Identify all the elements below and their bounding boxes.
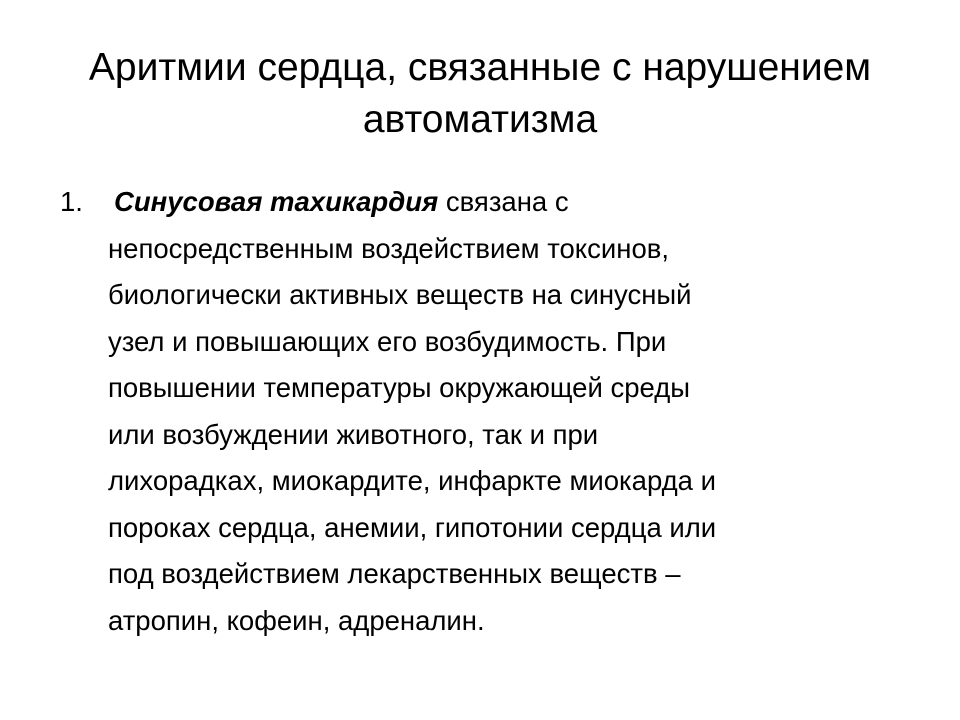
list-item-text-line: пороках сердца, анемии, гипотонии сердца или	[108, 511, 717, 543]
list-item-text-line: или возбуждении животного, так и при	[108, 418, 599, 450]
list-item	[60, 179, 890, 644]
list-item-text-line: под воздействием лекарственных веществ –	[108, 558, 681, 589]
slide-title-line-1: Аритмии сердца, связанные с нарушением	[88, 46, 872, 89]
list-item-text-line: непосредственным воздействием токсинов,	[108, 232, 669, 264]
list-item-number: 1.	[60, 186, 83, 217]
list-item-term: Синусовая тахикардия	[114, 186, 439, 217]
list-item-text-line: лихорадках, миокардите, инфаркте миокарда и	[108, 465, 716, 496]
numbered-list	[60, 179, 890, 644]
list-item-line-1	[108, 179, 890, 226]
slide-title-line-2: автоматизма	[362, 98, 598, 141]
list-item-text-line: биологически активных веществ на синусный	[108, 279, 692, 310]
list-item-text-line: связана с	[438, 186, 569, 217]
list-item-text-line: повышении температуры окружающей среды	[108, 372, 691, 403]
list-item-text-line: узел и повышающих его возбудимость. При	[108, 325, 667, 357]
slide-title	[40, 42, 920, 146]
list-item-text-line: атропин, кофеин, адреналин.	[108, 604, 485, 636]
